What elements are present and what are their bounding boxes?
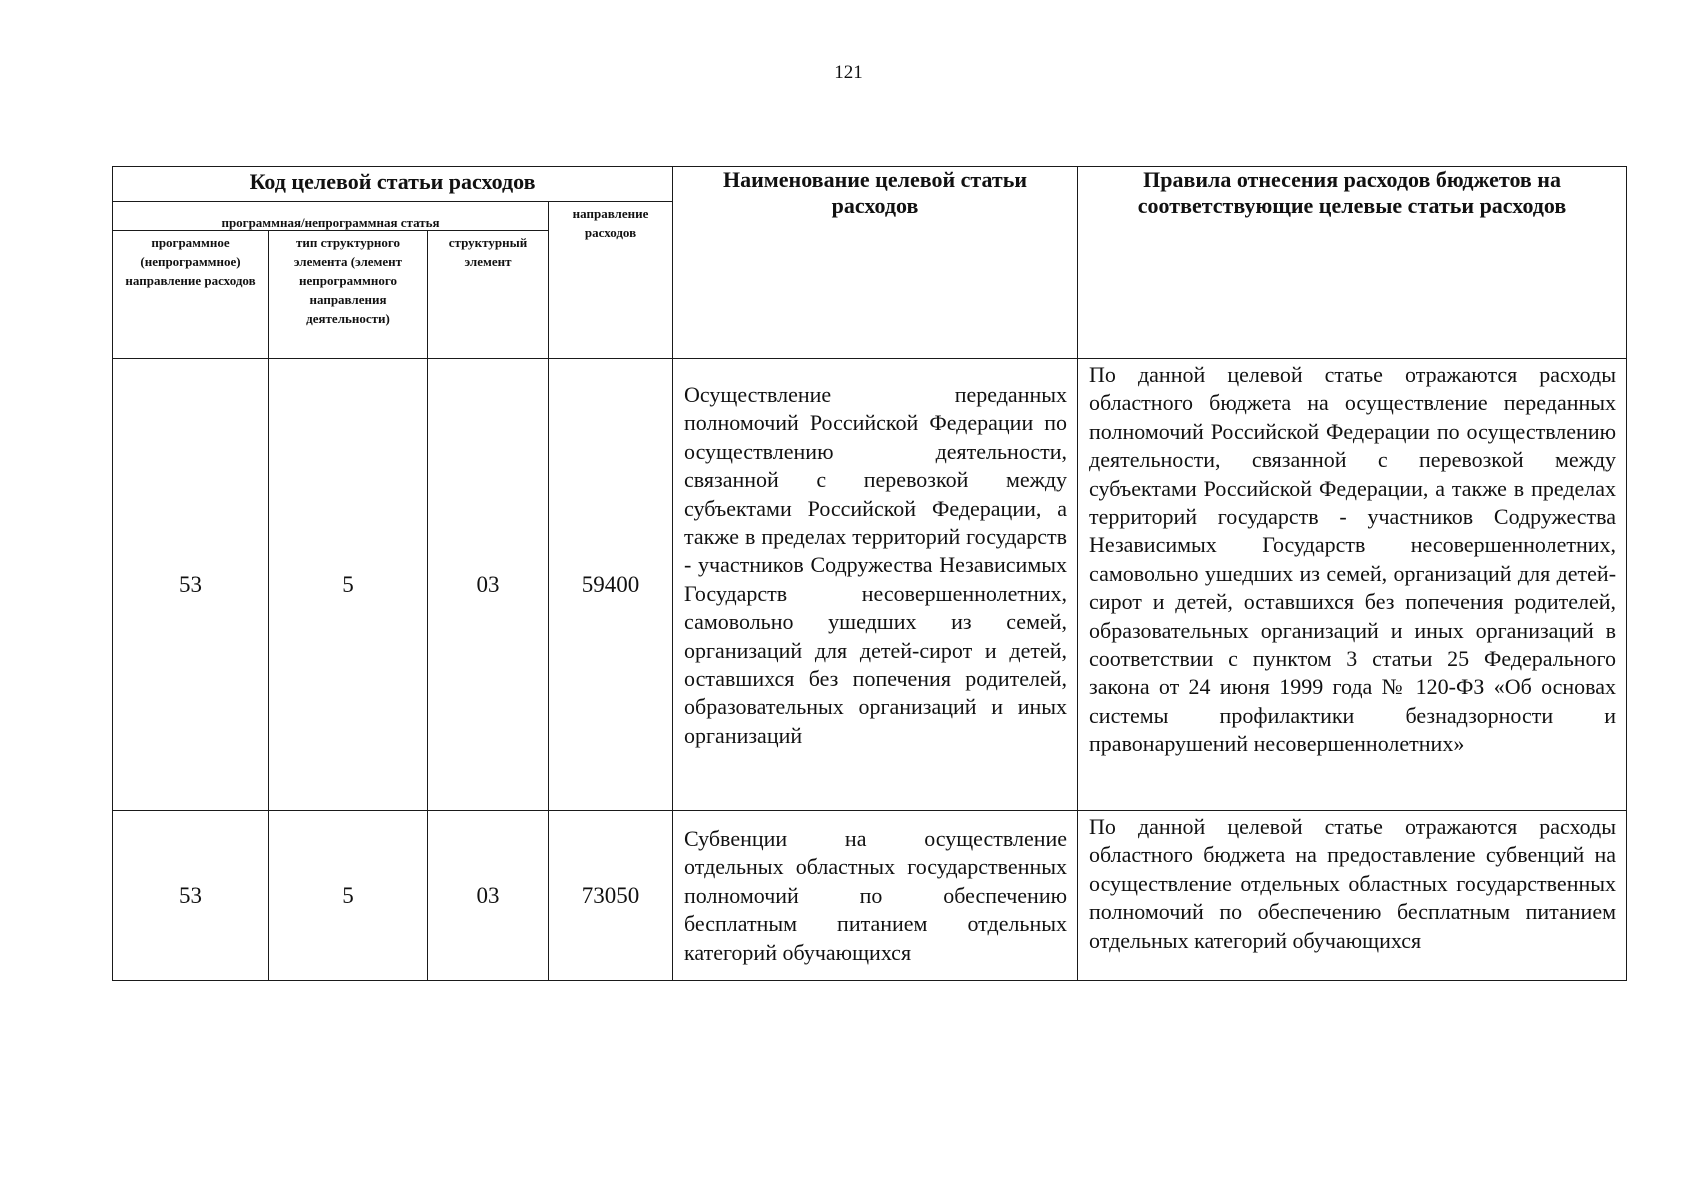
target-expense-table [112,166,1627,981]
header-structural-element: структурный элемент [428,231,549,359]
program-code-cell: 53 [113,811,269,981]
type-code-cell: 5 [269,811,428,981]
direction-code-cell: 73050 [549,811,673,981]
header-name: Наименование целевой статьи расходов [673,167,1078,359]
header-program-direction: программное (непрограммное) направление расходов [113,231,269,359]
element-code-cell: 03 [428,811,549,981]
table-row [113,811,1627,981]
direction-code-cell: 59400 [549,359,673,811]
expense-name-cell: Субвенции на осуществление отдельных областных государственных полномочий по обеспечению бесплатным питанием отдельных категорий обучающихся [673,811,1078,981]
header-structural-element-type: тип структурного элемента (элемент непрограммного направления деятельности) [269,231,428,359]
page-number: 121 [834,62,863,83]
header-rules: Правила отнесения расходов бюджетов на соответствующие целевые статьи расходов [1078,167,1627,359]
element-code-cell: 03 [428,359,549,811]
program-code-cell: 53 [113,359,269,811]
expense-name-cell: Осуществление переданных полномочий Российской Федерации по осуществлению деятельности, связанной с перевозкой между субъектами Российской Федерации, а также в пределах территорий государств - участников Содружества Независимых Государств несовершеннолетних, самовольно ушедших из семей, организаций для детей-сирот и детей, оставшихся без попечения родителей, образовательных организаций и иных организаций [673,359,1078,811]
expense-rule-cell: По данной целевой статье отражаются расходы областного бюджета на осуществление переданных полномочий Российской Федерации по осуществлению деятельности, связанной с перевозкой между субъектами Российской Федерации, а также в пределах территорий государств - участников Содружества Независимых Государств несовершеннолетних, самовольно ушедших из семей, организаций для детей-сирот и детей, оставшихся без попечения родителей, образовательных организаций и иных организаций в соответствии с пунктом 3 статьи 25 Федерального закона от 24 июня 1999 года № 120-ФЗ «Об основах системы профилактики безнадзорности и правонарушений несовершеннолетних» [1078,359,1627,811]
header-code-group: Код целевой статьи расходов [113,167,673,202]
table-row [113,359,1627,811]
expense-rule-cell: По данной целевой статье отражаются расходы областного бюджета на предоставление субвенций на осуществление отдельных областных государственных полномочий по обеспечению бесплатным питанием отдельных категорий обучающихся [1078,811,1627,981]
header-direction: направление расходов [549,202,673,359]
header-program-item-group: программная/непрограммная статья [113,202,549,231]
type-code-cell: 5 [269,359,428,811]
